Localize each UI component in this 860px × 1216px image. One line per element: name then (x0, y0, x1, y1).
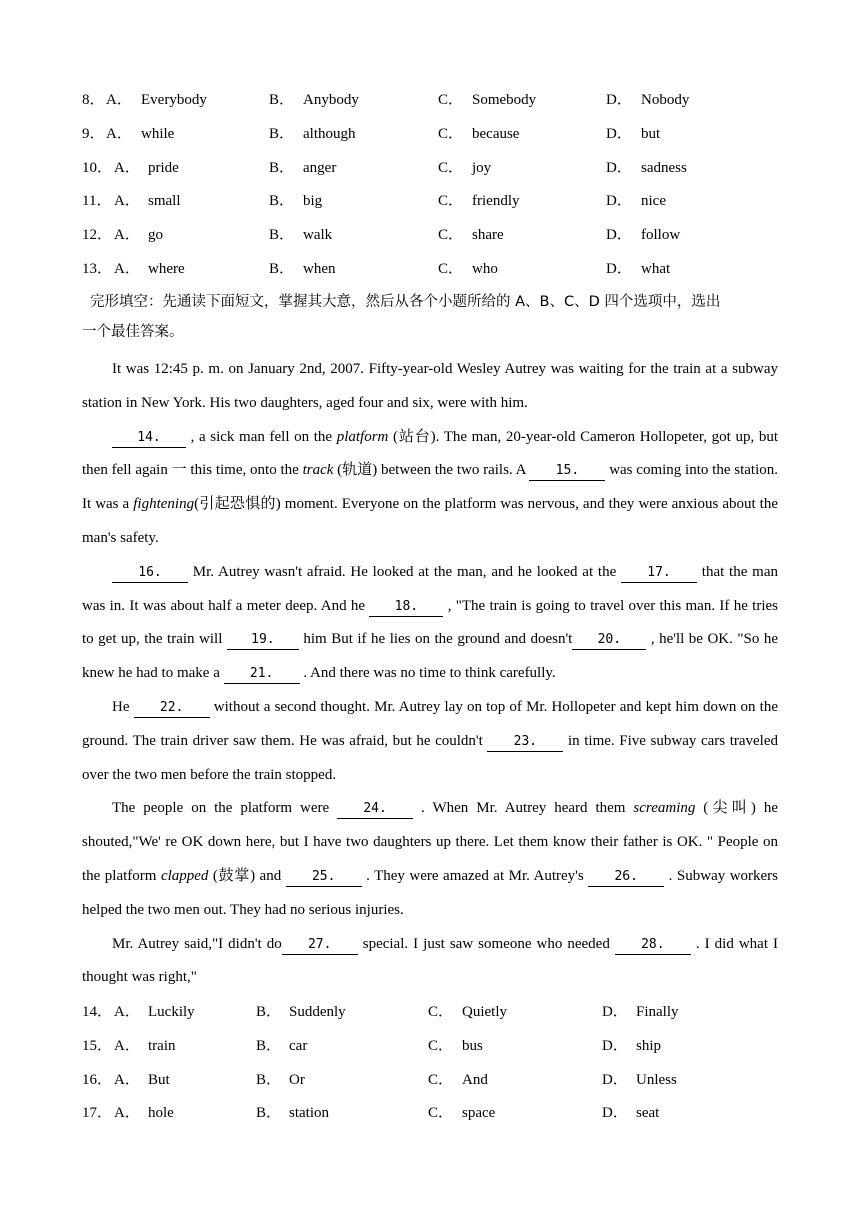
passage-text: , a sick man fell on the (186, 428, 337, 445)
option-label-c: C． (438, 92, 464, 108)
blank-19: 19. (227, 631, 299, 650)
option-label-d: D． (606, 160, 632, 176)
passage-italic: platform (336, 428, 389, 445)
option-a: Everybody (141, 92, 207, 108)
passage-paragraph-2 (82, 421, 778, 556)
question-number: 8． (82, 92, 105, 108)
option-label-c: C． (428, 1004, 454, 1020)
option-c: because (472, 126, 520, 142)
blank-17: 17. (621, 564, 697, 583)
question-number: 11． (82, 193, 112, 209)
option-c: friendly (472, 193, 520, 209)
option-a: small (148, 193, 181, 209)
option-c: who (472, 261, 498, 277)
option-b: although (303, 126, 356, 142)
cloze-passage (82, 353, 778, 995)
option-label-c: C． (438, 261, 464, 277)
passage-text: The people on the platform were (112, 800, 338, 817)
blank-18: 18. (369, 598, 443, 617)
passage-paragraph-4 (82, 691, 778, 792)
option-label-a: A． (106, 92, 132, 108)
option-label-c: C． (438, 160, 464, 176)
option-b: station (289, 1105, 329, 1121)
option-label-a: A． (114, 160, 140, 176)
question-number: 16． (82, 1072, 113, 1088)
passage-text: He (112, 698, 134, 715)
passage-text: (轨道) between the two rails. A (333, 462, 530, 479)
option-label-b: B． (269, 227, 295, 243)
passage-paragraph-5 (82, 792, 778, 927)
blank-21: 21. (224, 665, 300, 684)
passage-text: , he'll be OK. "So he knew he had to make a (82, 631, 778, 682)
option-d: sadness (641, 160, 687, 176)
passage-text: (尖叫) he shouted,"We' re OK down here, but I have two daughters up there. Let them know their father is OK. " People on the platform (82, 800, 778, 884)
option-label-d: D． (606, 261, 632, 277)
option-a: hole (148, 1105, 174, 1121)
passage-text: (引起恐惧的) moment. Everyone on the platform was nervous, and they were anxious about the man's safety. (82, 496, 779, 546)
blank-25: 25. (286, 868, 362, 887)
option-label-c: C． (438, 193, 464, 209)
passage-text: without a second thought. Mr. Autrey lay on top of Mr. Hollopeter and kept him down on the ground. The train driver saw them. He was afraid, but he couldn't (82, 698, 778, 749)
blank-24: 24. (337, 800, 413, 819)
passage-text: that the man was in. It was about half a meter deep. And he (82, 563, 778, 614)
passage-text: him But if he lies on the ground and doesn't (298, 631, 573, 648)
option-label-a: A． (106, 126, 132, 142)
blank-26: 26. (588, 868, 664, 887)
passage-text: special. I just saw someone who needed (357, 935, 615, 952)
option-label-b: B． (256, 1105, 282, 1121)
option-label-d: D． (602, 1105, 628, 1121)
option-b: Anybody (303, 92, 359, 108)
option-b: Suddenly (289, 1004, 346, 1020)
option-label-a: A． (114, 261, 140, 277)
blank-28: 28. (615, 936, 691, 955)
option-a: pride (148, 160, 179, 176)
option-d: Unless (636, 1072, 677, 1088)
option-a: Luckily (148, 1004, 195, 1020)
blank-23: 23. (487, 733, 563, 752)
passage-paragraph-6 (82, 928, 778, 996)
cloze-instruction (82, 287, 782, 347)
blank-15: 15. (529, 462, 605, 481)
option-b: Or (289, 1072, 305, 1088)
question-number: 14． (82, 1004, 113, 1020)
passage-italic: track (302, 462, 334, 479)
option-b: anger (303, 160, 337, 176)
blank-14: 14. (112, 429, 186, 448)
passage-paragraph-1: It was 12:45 p. m. on January 2nd, 2007. Fifty-year-old Wesley Autrey was waiting for the train at a subway station in New York. His two daughters, aged four and six, were with him. (82, 361, 778, 411)
passage-text: Mr. Autrey wasn't afraid. He looked at the man, and he looked at the (188, 563, 621, 580)
option-a: go (148, 227, 163, 243)
passage-text: was coming into the station. It was a (82, 462, 779, 513)
option-a: where (148, 261, 185, 277)
option-label-c: C． (438, 126, 464, 142)
option-label-a: A． (114, 193, 140, 209)
instruction-line-1: 完形填空：先通读下面短文，掌握其大意，然后从各个小题所给的 A、B、C、D 四个选项中，选出 (90, 294, 721, 310)
passage-italic: clapped (160, 867, 209, 884)
passage-text: Mr. Autrey said,"I didn't do (112, 935, 282, 952)
option-label-b: B． (269, 160, 295, 176)
passage-italic: fightening (133, 496, 195, 513)
option-label-a: A． (114, 1105, 140, 1121)
option-label-a: A． (114, 1004, 140, 1020)
option-label-d: D． (606, 227, 632, 243)
option-label-d: D． (606, 92, 632, 108)
passage-text: . I did what I thought was right," (82, 935, 778, 986)
option-d: but (641, 126, 661, 142)
question-number: 17． (82, 1105, 113, 1121)
passage-text: , "The train is going to travel over this man. If he tries to get up, the train will (82, 597, 778, 648)
option-label-d: D． (602, 1038, 628, 1054)
option-label-c: C． (438, 227, 464, 243)
option-label-a: A． (114, 227, 140, 243)
option-label-c: C． (428, 1105, 454, 1121)
passage-text: . They were amazed at Mr. Autrey's (361, 867, 589, 884)
option-d: Nobody (641, 92, 690, 108)
option-c: Quietly (462, 1004, 507, 1020)
option-label-c: C． (428, 1038, 454, 1054)
question-number: 10． (82, 160, 113, 176)
passage-text: (鼓掌) and (208, 867, 286, 884)
option-b: big (303, 193, 323, 209)
blank-27: 27. (282, 936, 358, 955)
option-label-b: B． (256, 1004, 282, 1020)
option-label-d: D． (602, 1004, 628, 1020)
option-a: train (148, 1038, 176, 1054)
passage-text: . Subway workers helped the two men out. They had no serious injuries. (82, 867, 779, 918)
blank-20: 20. (572, 631, 646, 650)
option-b: when (303, 261, 336, 277)
option-label-c: C． (428, 1072, 454, 1088)
passage-text: . And there was no time to think carefully. (299, 665, 556, 682)
passage-text: (站台). The man, 20-year-old Cameron Hollopeter, got up, but then fell again 一 this time, onto the (82, 428, 778, 479)
instruction-line-2: 一个最佳答案。 (82, 324, 184, 340)
option-label-d: D． (606, 193, 632, 209)
option-a: while (141, 126, 175, 142)
option-label-b: B． (269, 193, 295, 209)
option-c: joy (472, 160, 492, 176)
question-number: 9． (82, 126, 105, 142)
option-c: space (462, 1105, 496, 1121)
option-label-d: D． (606, 126, 632, 142)
option-b: car (289, 1038, 308, 1054)
option-label-b: B． (269, 126, 295, 142)
option-d: ship (636, 1038, 662, 1054)
option-label-d: D． (602, 1072, 628, 1088)
option-d: seat (636, 1105, 660, 1121)
blank-22: 22. (134, 699, 210, 718)
option-c: Somebody (472, 92, 537, 108)
question-number: 12． (82, 227, 113, 243)
option-b: walk (303, 227, 333, 243)
passage-paragraph-3 (82, 556, 778, 691)
passage-text: in time. Five subway cars traveled over the two men before the train stopped. (82, 732, 778, 783)
option-c: bus (462, 1038, 483, 1054)
option-c: share (472, 227, 504, 243)
option-d: nice (641, 193, 666, 209)
option-d: what (641, 261, 671, 277)
option-label-b: B． (256, 1072, 282, 1088)
option-a: But (148, 1072, 170, 1088)
passage-text: . When Mr. Autrey heard them (413, 800, 634, 817)
option-label-b: B． (269, 261, 295, 277)
passage-italic: screaming (633, 800, 696, 817)
question-number: 15． (82, 1038, 113, 1054)
blank-16: 16. (112, 564, 188, 583)
option-d: follow (641, 227, 681, 243)
question-number: 13． (82, 261, 113, 277)
option-d: Finally (636, 1004, 679, 1020)
option-label-a: A． (114, 1038, 140, 1054)
option-label-a: A． (114, 1072, 140, 1088)
option-label-b: B． (269, 92, 295, 108)
option-c: And (462, 1072, 488, 1088)
option-label-b: B． (256, 1038, 282, 1054)
